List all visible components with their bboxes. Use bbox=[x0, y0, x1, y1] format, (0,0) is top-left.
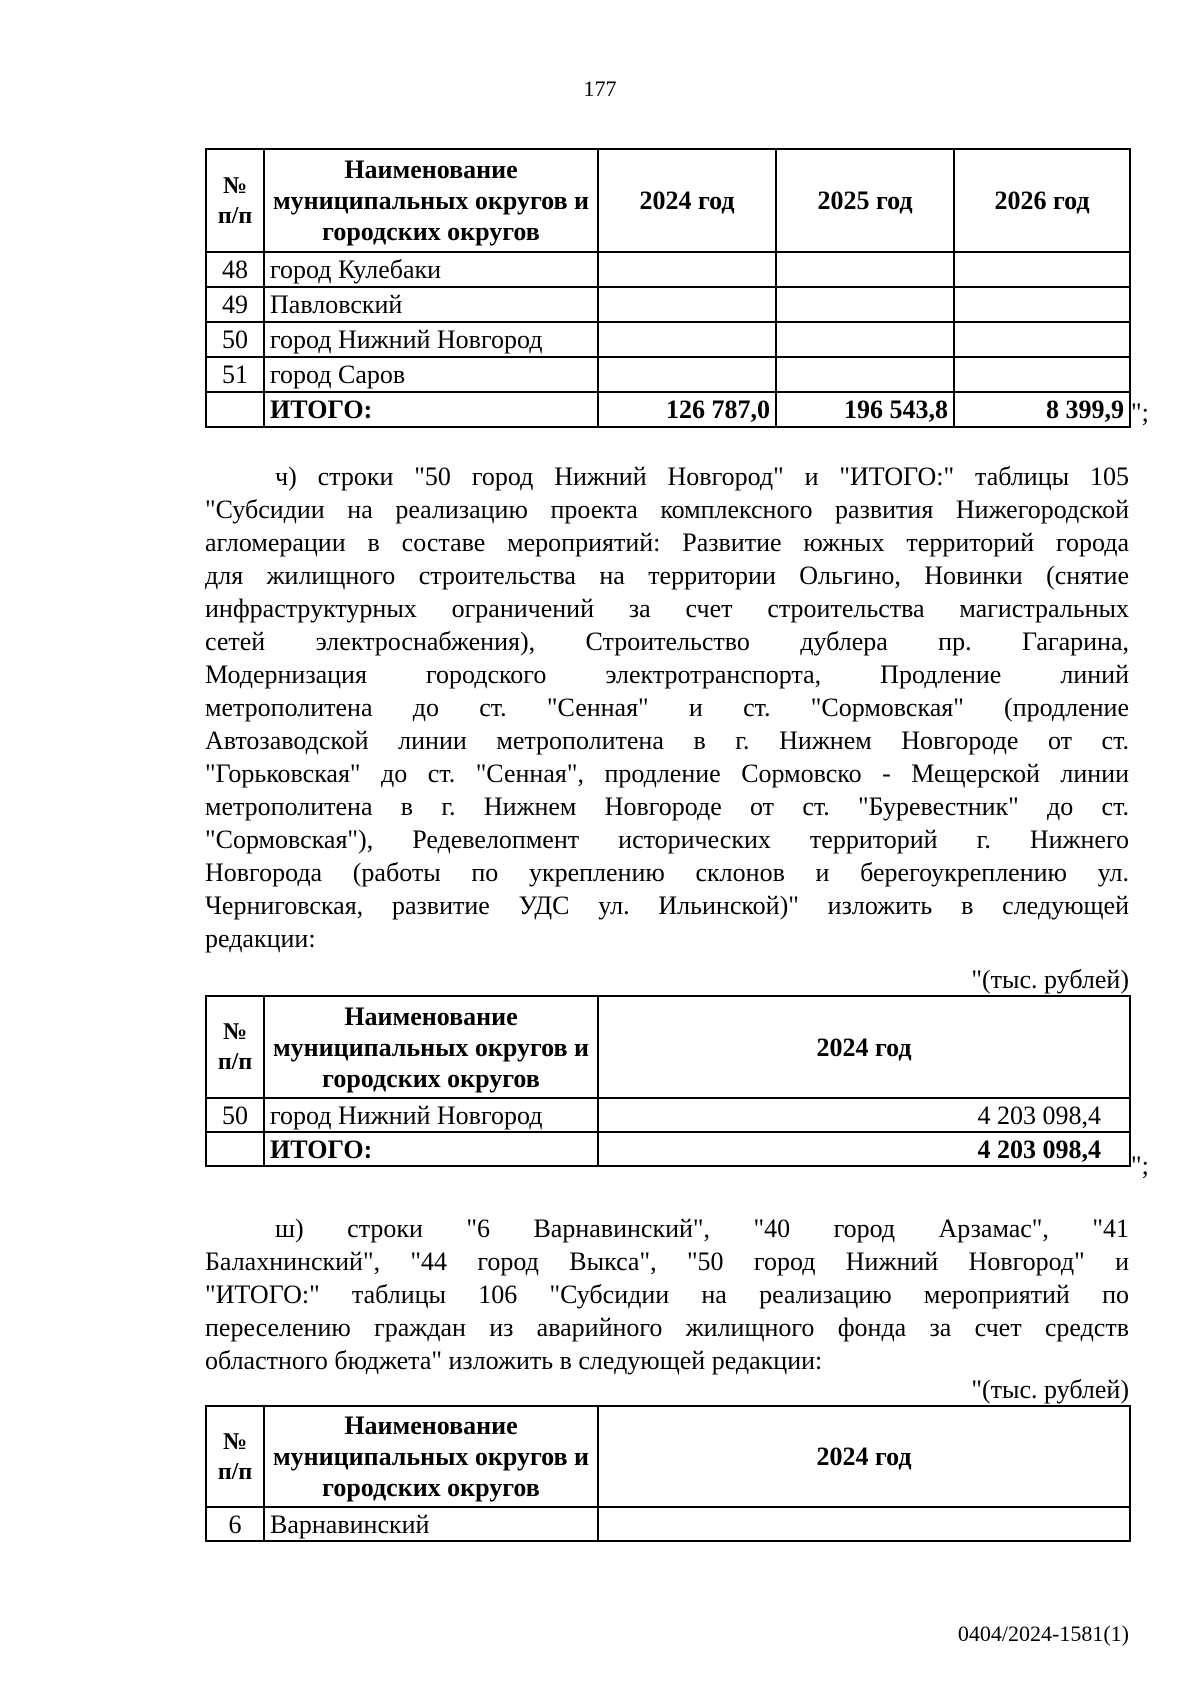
row-num: 48 bbox=[206, 252, 264, 287]
header-2024: 2024 год bbox=[598, 996, 1130, 1098]
paragraph-line: для жилищного строительства на территории Ольгино, Новинки (снятие bbox=[205, 561, 1129, 590]
header-name: Наименование муниципальных округов и городских округов bbox=[264, 149, 598, 252]
row-name: Павловский bbox=[264, 287, 598, 322]
table-header-row bbox=[206, 996, 1130, 1098]
header-num: № п/п bbox=[206, 149, 264, 252]
row-2024 bbox=[598, 1507, 1130, 1541]
total-label: ИТОГО: bbox=[264, 392, 598, 427]
paragraph-line: ш) строки "6 Варнавинский", "40 город Арзамас", "41 bbox=[275, 1214, 1129, 1243]
table-row bbox=[206, 1098, 1130, 1132]
total-num bbox=[206, 1132, 264, 1166]
header-2024: 2024 год bbox=[598, 1406, 1130, 1507]
row-name: город Нижний Новгород bbox=[264, 322, 598, 357]
row-name: город Кулебаки bbox=[264, 252, 598, 287]
header-num: № п/п bbox=[206, 1406, 264, 1507]
table-row bbox=[206, 357, 1130, 392]
table-total-row bbox=[206, 392, 1130, 427]
row-name: город Нижний Новгород bbox=[264, 1098, 598, 1132]
row-num: 51 bbox=[206, 357, 264, 392]
header-name: Наименование муниципальных округов и городских округов bbox=[264, 996, 598, 1098]
row-name: Варнавинский bbox=[264, 1507, 598, 1541]
page-number: 177 bbox=[583, 76, 617, 101]
table2-closing-quote: "; bbox=[1131, 1151, 1149, 1180]
paragraph-line: Новгорода (работы по укреплению склонов и берегоукреплению ул. bbox=[205, 858, 1129, 887]
row-2026 bbox=[954, 252, 1130, 287]
row-num: 49 bbox=[206, 287, 264, 322]
paragraph-line: "Горьковская" до ст. "Сенная", продление Сормовско - Мещерской линии bbox=[205, 759, 1129, 788]
row-name: город Саров bbox=[264, 357, 598, 392]
paragraph-line: Автозаводской линии метрополитена в г. Нижнем Новгороде от ст. bbox=[205, 726, 1129, 755]
row-num: 6 bbox=[206, 1507, 264, 1541]
paragraph-line: Модернизация городского электротранспорта, Продление линий bbox=[205, 660, 1129, 689]
table-105 bbox=[205, 995, 1131, 1167]
table-header-row bbox=[206, 149, 1130, 252]
paragraph-line: Балахнинский", "44 город Выкса", "50 город Нижний Новгород" и bbox=[205, 1247, 1129, 1276]
paragraph-line: редакции: bbox=[205, 924, 316, 953]
table-row bbox=[206, 322, 1130, 357]
paragraph-line: метрополитена в г. Нижнем Новгороде от ст. "Буревестник" до ст. bbox=[205, 792, 1129, 821]
unit-label: "(тыс. рублей) bbox=[971, 965, 1129, 994]
paragraph-line: "Субсидии на реализацию проекта комплексного развития Нижегородской bbox=[205, 495, 1129, 524]
total-num bbox=[206, 392, 264, 427]
paragraph-line: сетей электроснабжения), Строительство дублера пр. Гагарина, bbox=[205, 627, 1129, 656]
unit-label: "(тыс. рублей) bbox=[971, 1375, 1129, 1404]
row-2024 bbox=[598, 357, 776, 392]
table-row bbox=[206, 252, 1130, 287]
row-2024 bbox=[598, 287, 776, 322]
total-2024: 4 203 098,4 bbox=[598, 1132, 1130, 1166]
table-header-row bbox=[206, 1406, 1130, 1507]
header-name: Наименование муниципальных округов и городских округов bbox=[264, 1406, 598, 1507]
table1-closing-quote: "; bbox=[1131, 398, 1149, 427]
row-2025 bbox=[776, 252, 954, 287]
row-num: 50 bbox=[206, 322, 264, 357]
total-label: ИТОГО: bbox=[264, 1132, 598, 1166]
table-row bbox=[206, 1507, 1130, 1541]
row-2026 bbox=[954, 287, 1130, 322]
header-2026: 2026 год bbox=[954, 149, 1130, 252]
row-2024 bbox=[598, 252, 776, 287]
paragraph-ch bbox=[205, 460, 1129, 955]
paragraph-line: инфраструктурных ограничений за счет строительства магистральных bbox=[205, 594, 1129, 623]
paragraph-line: агломерации в составе мероприятий: Развитие южных территорий города bbox=[205, 528, 1129, 557]
total-2024: 126 787,0 bbox=[598, 392, 776, 427]
header-2025: 2025 год bbox=[776, 149, 954, 252]
paragraph-line: метрополитена до ст. "Сенная" и ст. "Сормовская" (продление bbox=[205, 693, 1129, 722]
paragraph-line: ч) строки "50 город Нижний Новгород" и "ИТОГО:" таблицы 105 bbox=[275, 462, 1129, 491]
row-num: 50 bbox=[206, 1098, 264, 1132]
row-2024: 4 203 098,4 bbox=[598, 1098, 1130, 1132]
row-2025 bbox=[776, 322, 954, 357]
paragraph-line: "Сормовская"), Редевелопмент исторических территорий г. Нижнего bbox=[205, 825, 1129, 854]
total-2025: 196 543,8 bbox=[776, 392, 954, 427]
row-2025 bbox=[776, 357, 954, 392]
paragraph-line: областного бюджета" изложить в следующей редакции: bbox=[205, 1346, 823, 1375]
row-2026 bbox=[954, 357, 1130, 392]
document-code: 0404/2024-1581(1) bbox=[957, 1621, 1129, 1646]
row-2024 bbox=[598, 322, 776, 357]
paragraph-line: Черниговская, развитие УДС ул. Ильинской)" изложить в следующей bbox=[205, 891, 1129, 920]
paragraph-line: переселению граждан из аварийного жилищного фонда за счет средств bbox=[205, 1313, 1129, 1342]
paragraph-sh bbox=[205, 1212, 1129, 1377]
table-total-row bbox=[206, 1132, 1130, 1166]
row-2025 bbox=[776, 287, 954, 322]
header-2024: 2024 год bbox=[598, 149, 776, 252]
paragraph-line: "ИТОГО:" таблицы 106 "Субсидии на реализацию мероприятий по bbox=[205, 1280, 1129, 1309]
table-106 bbox=[205, 1405, 1131, 1542]
row-2026 bbox=[954, 322, 1130, 357]
total-2026: 8 399,9 bbox=[954, 392, 1130, 427]
table-subsidies-three-years bbox=[205, 148, 1131, 428]
header-num: № п/п bbox=[206, 996, 264, 1098]
table-row bbox=[206, 287, 1130, 322]
